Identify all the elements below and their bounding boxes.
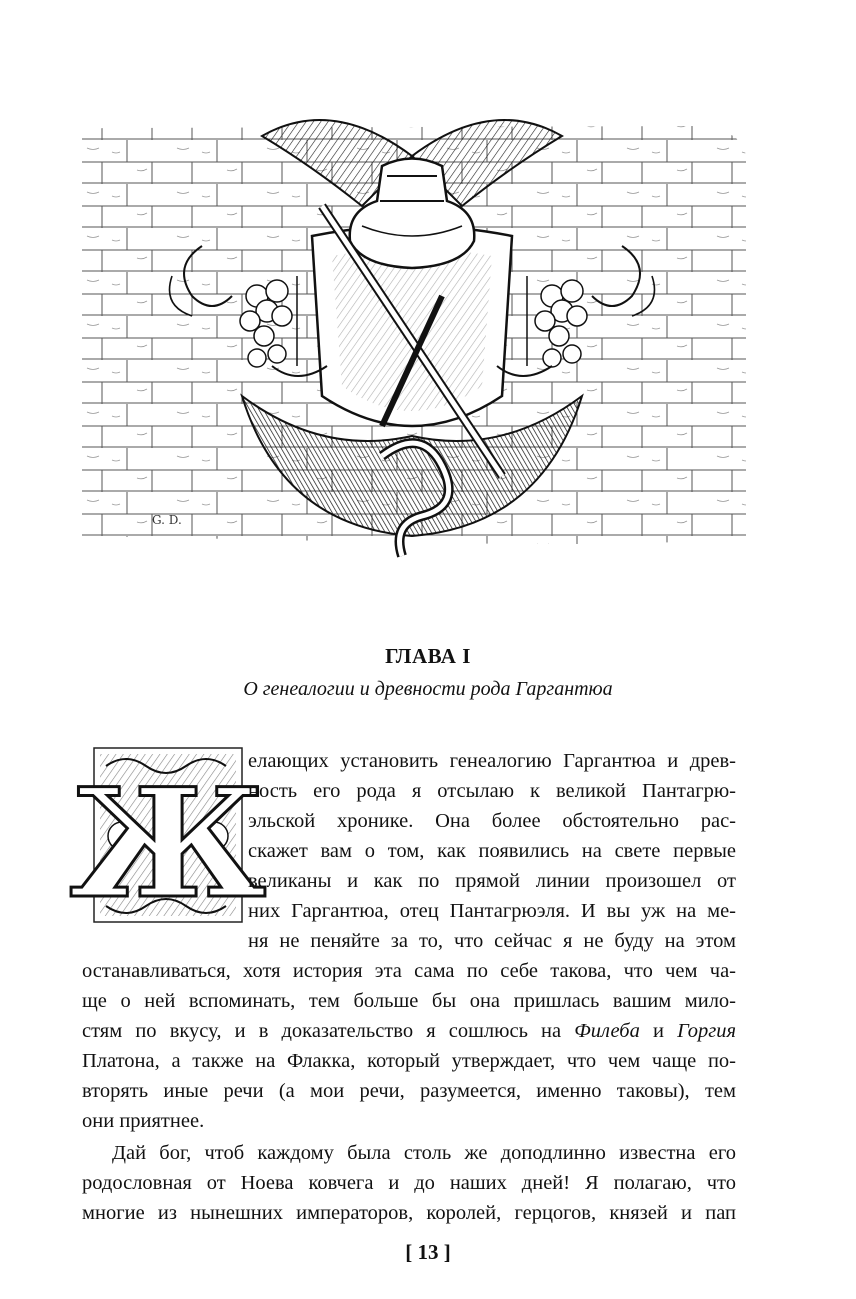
italic-title-gorgias: Горгия: [677, 1020, 737, 1042]
paragraph-line: елающих установить генеалогию Гаргантюа и древ-: [248, 750, 736, 772]
paragraph-line: Платона, а также на Флакка, который утверждает, что чем чаще по-: [82, 1050, 736, 1072]
paragraph-line: они приятнее.: [82, 1110, 205, 1132]
paragraph-line: многие из нынешних императоров, королей, герцогов, князей и пап: [82, 1202, 736, 1224]
paragraph-line: ще о ней вспоминать, тем больше бы она пришлась вашим мило-: [82, 990, 736, 1012]
drop-cap-initial: [69, 746, 267, 932]
svg-text:G. D.: G. D.: [152, 513, 182, 527]
paragraph-line: [82, 1016, 736, 1046]
paragraph-line: родословная от Ноева ковчега и до наших дней! Я полагаю, что: [82, 1172, 736, 1194]
chapter-title: ГЛАВА I: [385, 644, 471, 668]
paragraph-line: ня не пеняйте за то, что сейчас я не буду на этом: [248, 930, 736, 952]
italic-title-philebus: Филеба: [574, 1020, 640, 1042]
drop-cap-letter: Ж: [69, 756, 267, 932]
paragraph-line: эльской хронике. Она более обстоятельно рас-: [248, 810, 736, 832]
paragraph-line: ность его рода я отсылаю к великой Пантагрю-: [248, 780, 736, 802]
paragraph-line: останавливаться, хотя история эта сама по себе такова, что чем ча-: [82, 960, 736, 982]
paragraph-line: них Гаргантюа, отец Пантагрюэля. И вы уж на ме-: [248, 900, 736, 922]
paragraph-line: великаны и как по прямой линии произошел от: [248, 870, 736, 892]
page-number: [ 13 ]: [405, 1240, 451, 1264]
chapter-header-illustration: [82, 96, 746, 548]
paragraph-line: скажет вам о том, как появились на свете первые: [248, 840, 736, 862]
line-conjunction: и: [653, 1020, 664, 1042]
line-text: стям по вкусу, и в доказательство я сошлюсь на: [82, 1020, 562, 1042]
paragraph-line: вторять иные речи (а мои речи, разумеется, именно таковы), тем: [82, 1080, 736, 1102]
paragraph-line: Дай бог, чтоб каждому была столь же доподлинно известна его: [112, 1142, 736, 1164]
chapter-subtitle: О генеалогии и древности рода Гаргантюа: [243, 678, 613, 700]
